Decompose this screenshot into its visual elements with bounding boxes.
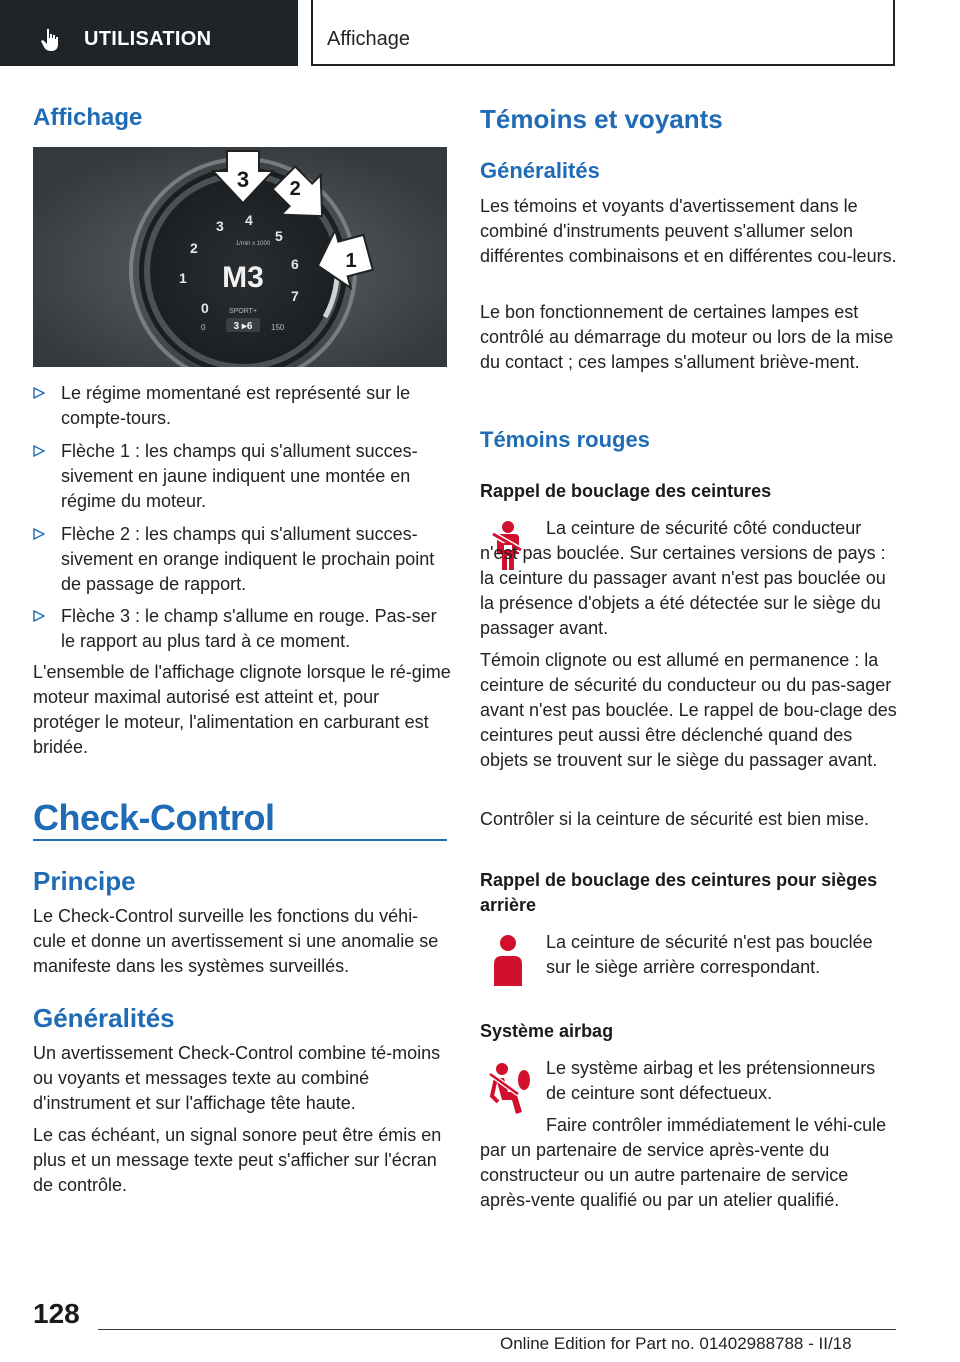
unit-text: 1/min x 1000	[235, 241, 271, 247]
list-item	[33, 439, 447, 514]
generalites-text-2: Le cas échéant, un signal sonore peut être émis en plus et un message texte peut s'afficher sur l'écran de contrôle.	[33, 1125, 442, 1195]
list-item	[33, 522, 447, 597]
bullet-text: Flèche 3 : le champ s'allume en rouge. Pas-ser le rapport au plus tard à ce moment.	[61, 606, 437, 651]
bullet-text: Flèche 2 : les champs qui s'allument succes-sivement en orange indiquent le prochain point de passage de rapport.	[61, 524, 435, 594]
seatbelt-text-3: Contrôler si la ceinture de sécurité est bien mise.	[480, 809, 870, 829]
triangle-bullet-icon	[33, 445, 45, 457]
model-label: M3	[222, 261, 264, 294]
generalites-heading-right: Généralités	[480, 158, 600, 183]
affichage-heading: Affichage	[33, 104, 143, 131]
section-label: UTILISATION	[84, 28, 212, 50]
speed-min: 0	[201, 323, 206, 332]
generalites-text-1: Un avertissement Check-Control combine té-moins ou voyants et messages texte au combiné d'instrument et sur l'affichage tête haute.	[33, 1043, 441, 1113]
check-control-title: Check-Control	[33, 797, 275, 838]
rear-seatbelt-text: La ceinture de sécurité n'est pas bouclée sur le siège arrière correspondant.	[546, 932, 873, 977]
seatbelt-heading: Rappel de bouclage des ceintures	[480, 481, 772, 501]
dial-number: 1	[179, 270, 187, 286]
seatbelt-text-1: La ceinture de sécurité côté conducteur n'est pas bouclée. Sur certaines versions de pays : la ceinture du passager avant n'est pas bouclée ou la présence d'objets a été détectée sur le siège du passager avant.	[480, 518, 886, 638]
dial-number: 6	[291, 256, 299, 272]
arrow-number: 2	[289, 178, 301, 201]
hand-pointer-icon	[38, 27, 64, 53]
speed-max: 150	[271, 323, 285, 332]
principe-heading: Principe	[33, 866, 136, 896]
rev-counter-illustration	[33, 147, 447, 367]
generalites-heading-left: Généralités	[33, 1003, 175, 1033]
edition-text: Online Edition for Part no. 01402988788 - II/18	[500, 1334, 852, 1353]
list-item	[33, 604, 447, 654]
arrow-number: 3	[236, 167, 250, 192]
airbag-text-2: Faire contrôler immédiatement le véhi-cule par un partenaire de service après-vente du constructeur ou un autre partenaire de service après-vente qualifié ou par un atelier qualifié.	[480, 1115, 887, 1210]
arrow-number: 1	[345, 250, 357, 272]
dial-number: 2	[190, 240, 198, 256]
rear-seatbelt-heading: Rappel de bouclage des ceintures pour sièges arrière	[480, 870, 878, 915]
triangle-bullet-icon	[33, 610, 45, 622]
dial-number: 3	[216, 218, 224, 234]
section-tab	[0, 0, 298, 66]
dial-number: 4	[245, 212, 253, 228]
mode-text: SPORT+	[228, 308, 258, 315]
rear-seatbelt-icon	[490, 934, 526, 988]
principe-text: Le Check-Control surveille les fonctions du véhi-cule et donne un avertissement si une anomalie se manifeste dans les systèmes surveillés.	[33, 906, 439, 976]
affichage-paragraph: L'ensemble de l'affichage clignote lorsque le ré-gime moteur maximal autorisé est atteint et, pour protéger le moteur, l'alimentation en carburant est bridée.	[33, 662, 451, 757]
page-number: 128	[33, 1298, 80, 1329]
title-underline	[33, 839, 447, 841]
airbag-heading: Système airbag	[480, 1021, 614, 1041]
triangle-bullet-icon	[33, 387, 45, 399]
dial-number: 5	[275, 228, 283, 244]
right-generalites-text-1: Les témoins et voyants d'avertissement dans le combiné d'instruments peuvent s'allumer selon différentes combinaisons et en différentes cou-leurs.	[480, 196, 897, 266]
dial-number: 7	[291, 288, 299, 304]
right-generalites-text-2: Le bon fonctionnement de certaines lampes est contrôlé au démarrage du moteur ou lors de la mise du contact ; ces lampes s'allument briève-ment.	[480, 302, 894, 372]
triangle-bullet-icon	[33, 528, 45, 540]
page-header	[0, 0, 960, 66]
bullet-text: Flèche 1 : les champs qui s'allument succes-sivement en jaune indiquent une montée en régime du moteur.	[61, 441, 418, 511]
bullet-text: Le régime momentané est représenté sur le compte-tours.	[61, 383, 411, 428]
gear-indicator: 3 ▸6	[233, 321, 253, 332]
list-item	[33, 381, 447, 431]
airbag-text-1: Le système airbag et les prétensionneurs de ceinture sont défectueux.	[546, 1058, 876, 1103]
topic-tab	[311, 0, 895, 66]
temoins-title: Témoins et voyants	[480, 104, 723, 134]
rev-counter-figure	[33, 147, 447, 367]
airbag-warning-icon	[488, 1062, 532, 1116]
page-topic: Affichage	[327, 28, 411, 50]
footer-rule	[98, 1329, 896, 1330]
seatbelt-text-2: Témoin clignote ou est allumé en permanence : la ceinture de sécurité du conducteur ou du pas-sager avant n'est pas bouclée. Le rappel de bou-clage des ceintures peut aussi être déclenché quand des objets se trouvent sur le siège du passager avant.	[480, 650, 897, 770]
temoins-rouges-heading: Témoins rouges	[480, 427, 650, 452]
dial-number: 0	[201, 300, 209, 316]
